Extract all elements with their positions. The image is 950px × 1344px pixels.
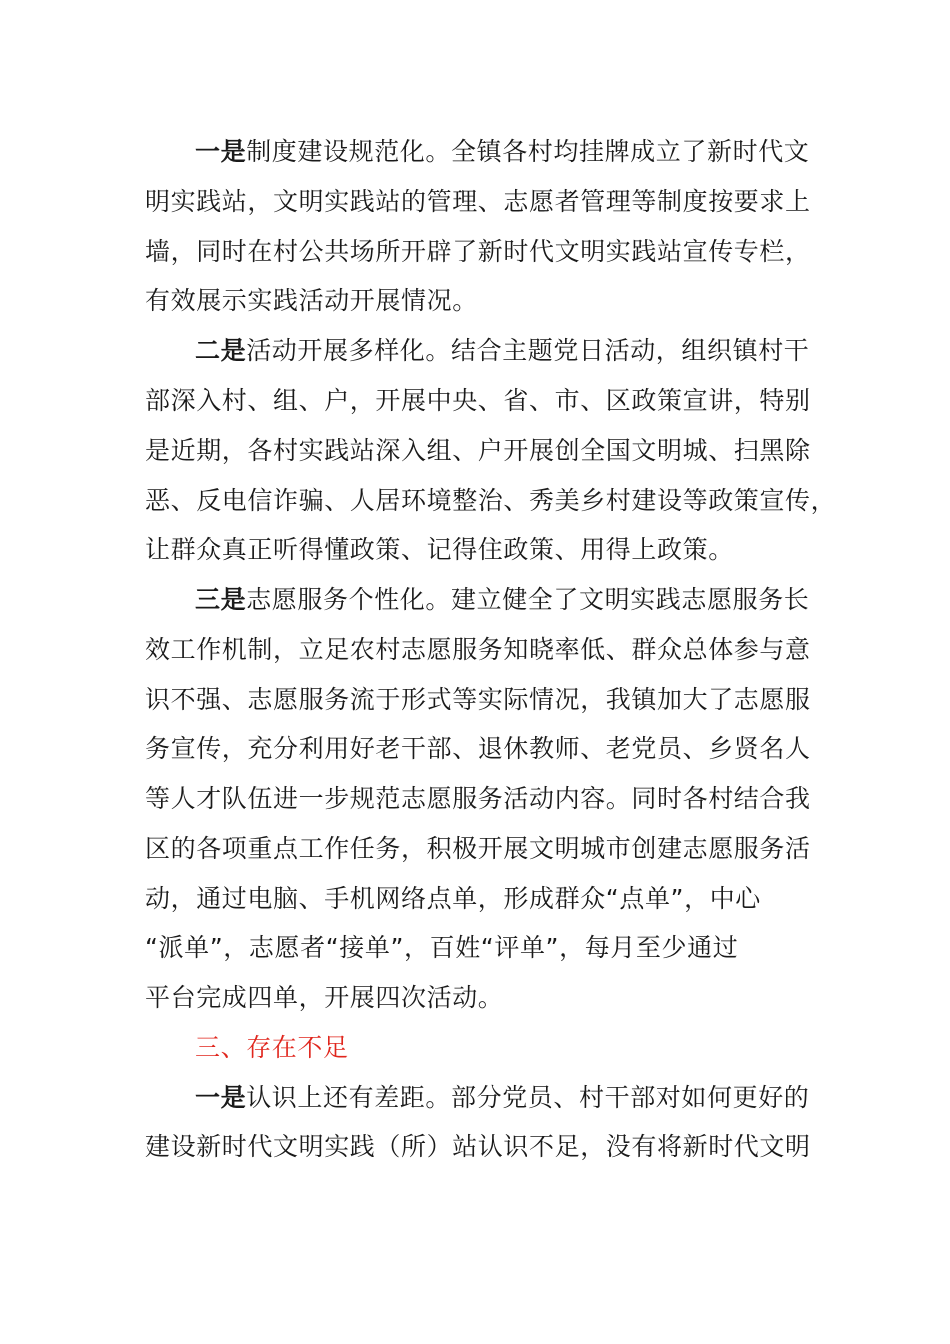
paragraph-3-line-1: 三是志愿服务个性化。建立健全了文明实践志愿服务长	[195, 585, 810, 614]
paragraph-3-line-8: “派单”，志愿者“接单”，百姓“评单”，每月至少通过	[145, 933, 739, 962]
paragraph-2-line-2: 部深入村、组、户，开展中央、省、市、区政策宣讲，特别	[145, 386, 811, 415]
paragraph-3-lead: 三是	[195, 585, 247, 614]
section-heading: 三、存在不足	[195, 1033, 349, 1062]
paragraph-2-line-5: 让群众真正听得懂政策、记得住政策、用得上政策。	[145, 535, 734, 564]
paragraph-4-line-1: 一是认识上还有差距。部分党员、村干部对如何更好的	[195, 1083, 810, 1112]
paragraph-3-line-7: 动，通过电脑、手机网络点单，形成群众“点单”，中心	[145, 884, 761, 913]
paragraph-2-lead: 二是	[195, 336, 247, 365]
paragraph-3-line-3: 识不强、志愿服务流于形式等实际情况，我镇加大了志愿服	[145, 685, 811, 714]
paragraph-1-line-1: 一是制度建设规范化。全镇各村均挂牌成立了新时代文	[195, 137, 810, 166]
paragraph-2-line-4: 恶、反电信诈骗、人居环境整治、秀美乡村建设等政策宣传，	[145, 486, 837, 515]
paragraph-1-line-2: 明实践站，文明实践站的管理、志愿者管理等制度按要求上	[145, 187, 811, 216]
paragraph-3-line-5: 等人才队伍进一步规范志愿服务活动内容。同时各村结合我	[145, 784, 811, 813]
paragraph-3-line-6: 区的各项重点工作任务，积极开展文明城市创建志愿服务活	[145, 834, 811, 863]
paragraph-1-line-4: 有效展示实践活动开展情况。	[145, 286, 478, 315]
paragraph-3-line-4: 务宣传，充分利用好老干部、退休教师、老党员、乡贤名人	[145, 734, 811, 763]
paragraph-3-line-9: 平台完成四单，开展四次活动。	[145, 983, 504, 1012]
paragraph-1-lead: 一是	[195, 137, 247, 166]
paragraph-2-line-3: 是近期，各村实践站深入组、户开展创全国文明城、扫黑除	[145, 436, 811, 465]
paragraph-4-line-2: 建设新时代文明实践（所）站认识不足，没有将新时代文明	[145, 1132, 811, 1161]
paragraph-4-lead: 一是	[195, 1083, 247, 1112]
paragraph-2-line-1: 二是活动开展多样化。结合主题党日活动，组织镇村干	[195, 336, 810, 365]
paragraph-3-line-2: 效工作机制，立足农村志愿服务知晓率低、群众总体参与意	[145, 635, 811, 664]
paragraph-1-line-3: 墙，同时在村公共场所开辟了新时代文明实践站宣传专栏，	[145, 237, 811, 266]
